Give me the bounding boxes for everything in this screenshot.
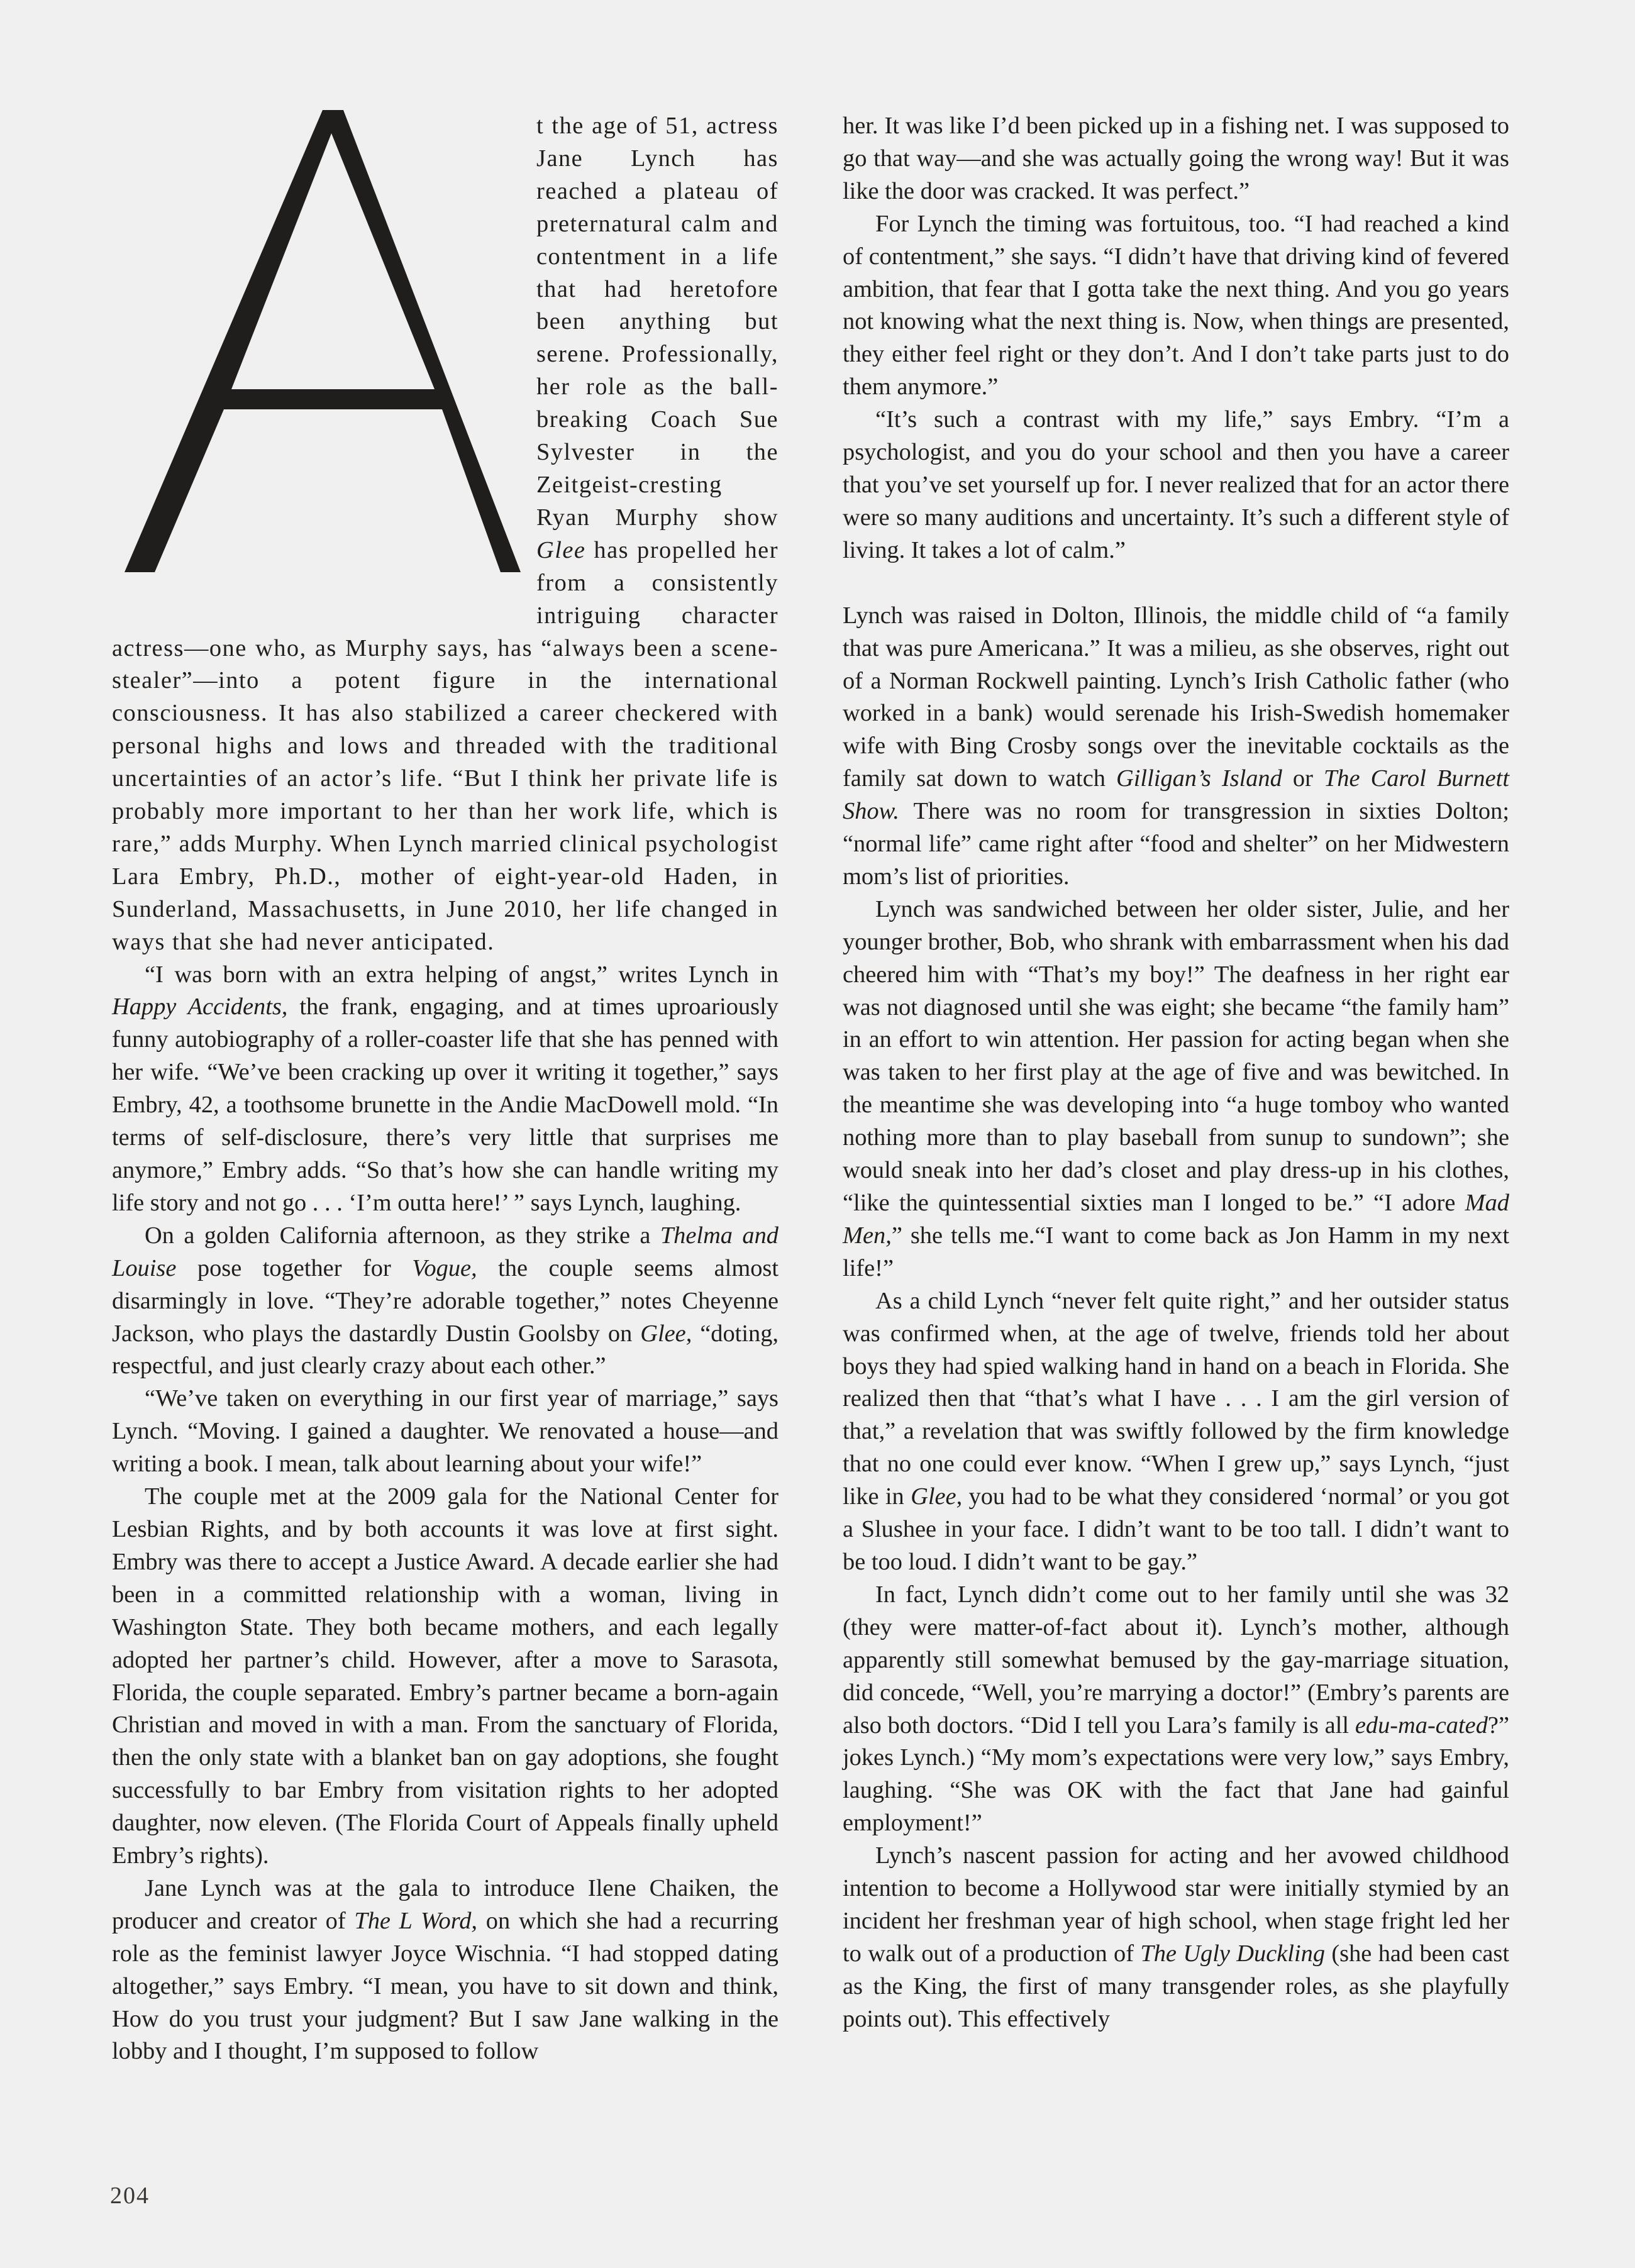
text-run: the frank, engaging, and at times uproariously funny autobiography of a roller-coaster life that she has penned with her wife. “We’ve been cracking up over it writing it together,” says Embry, 42, a toothsome brunette in the Andie MacDowell mold. “In terms of self-disclosure, there’s very little that surprises me anymore,” Embry adds. “So that’s how she can handle writing my life story and not go . . . ‘I’m outta here!’ ” says Lynch, laughing. [112, 993, 779, 1216]
text-run: Lynch was raised in Dolton, Illinois, the middle child of “a family that was pure Americana.” It was a milieu, as she observes, right out of a Norman Rockwell painting. Lynch’s Irish Catholic father (who worked in a bank) would serenade his Irish-Swedish homemaker wife with Bing Crosby songs over the inevitable cocktails as the family sat down to watch [843, 602, 1509, 792]
italic-title: Mad Men, [843, 1190, 1509, 1249]
right-column [843, 110, 1509, 2036]
paragraph [843, 1840, 1509, 2035]
text-run: ” she tells me.“I want to come back as Jon Hamm in my next life!” [843, 1222, 1509, 1281]
italic-title: Vogue, [412, 1254, 477, 1281]
paragraph [843, 1285, 1509, 1579]
paragraph: For Lynch the timing was fortuitous, too. “I had reached a kind of contentment,” she says. “I didn’t have that driving kind of fevered ambition, that fear that I gotta take the next thing. And you go years not knowing what the next thing is. Now, when things are presented, they either feel right or they don’t. And I don’t take parts just to do them anymore.” [843, 210, 1509, 401]
italic-title: Gilligan’s Island [1116, 765, 1282, 792]
paragraph [843, 893, 1509, 1285]
italic-title: Glee, [640, 1320, 692, 1347]
paragraph: “It’s such a contrast with my life,” says Embry. “I’m a psychologist, and you do your school and then you have a career that you’ve set yourself up for. I never realized that for an actor there were so many auditions and uncertainty. It’s such a different style of living. It takes a lot of calm.” [843, 406, 1509, 563]
text-run: In fact, Lynch didn’t come out to her family until she was 32 (they were matter-of-fact about it). Lynch’s mother, although apparently still somewhat bemused by the gay-marriage situation, did concede, “Well, you’re marrying a doctor!” (Embry’s parents are also both doctors. “Did I tell you Lara’s family is all [843, 1581, 1509, 1739]
text-run: As a child Lynch “never felt quite right,” and her outsider status was confirmed when, at the age of twelve, friends told her about boys they had spied walking hand in hand on a beach in Florida. She realized then that “that’s what I have . . . I am the girl version of that,” a revelation that was swiftly followed by the firm knowledge that no one could ever know. “When I grew up,” says Lynch, “just like in [843, 1287, 1509, 1510]
paragraph: “We’ve taken on everything in our first year of marriage,” says Lynch. “Moving. I gained a daughter. We renovated a house—and writing a book. I mean, talk about learning about your wife!” [112, 1385, 779, 1478]
paragraph: her. It was like I’d been picked up in a fishing net. I was supposed to go that way—and she was actually going the wrong way! But it was like the door was cracked. It was perfect.” [843, 113, 1509, 204]
text-run: the couple seems almost disarmingly in love. “They’re adorable together,” notes Cheyenne Jackson, who plays the dastardly Dustin Goolsby on [112, 1254, 779, 1347]
text-run: you had to be what they considered ‘normal’ or you got a Slushee in your face. I didn’t want to be too tall. I didn’t want to be too loud. I didn’t want to be gay.” [843, 1483, 1509, 1575]
page-number: 204 [110, 2182, 150, 2209]
text-run: On a golden California afternoon, as they strike a [145, 1222, 660, 1249]
italic-title: Glee [536, 536, 586, 563]
paragraph [112, 1220, 779, 1383]
text-run: Lynch was sandwiched between her older sister, Julie, and her younger brother, Bob, who shrank with embarrassment when his dad cheered him with “That’s my boy!” The deafness in her right ear was not diagnosed until she was eight; she became “the family ham” in an effort to win attention. Her passion for acting began when she was taken to her first play at the age of five and was bewitched. In the meantime she was developing into “a huge tomboy who wanted nothing more than to play baseball from sunup to sundown”; she would sneak into her dad’s closet and play dress-up in his clothes, “like the quintessential sixties man I longed to be.” “I adore [843, 895, 1509, 1216]
text-run: “I was born with an extra helping of angst,” writes Lynch in [145, 961, 779, 988]
text-run: Jane Lynch was at the gala to introduce Ilene Chaiken, the producer and creator of [112, 1874, 779, 1934]
text-run: “doting, respectful, and just clearly crazy about each other.” [112, 1320, 779, 1380]
text-run: (she had been cast as the King, the first of many transgender roles, as she playfully points out). This effectively [843, 1940, 1510, 2032]
text-run: pose together for [176, 1254, 413, 1281]
text-run: t the age of 51, actress Jane Lynch has reached a plateau of preternatural calm and contentment in a life that had heretofore been anything but serene. Professionally, her role as the ball-breaking Coach Sue Sylvester in the Zeitgeist-cresting Ryan Murphy show [536, 113, 779, 531]
italic-title: Happy Accidents, [112, 993, 288, 1021]
text-run: There was no room for transgression in sixties Dolton; “normal life” came right after “food and shelter” on her Midwestern mom’s list of priorities. [843, 798, 1509, 890]
text-run: Lynch’s nascent passion for acting and her avowed childhood intention to become a Hollywood star were initially stymied by an incident her freshman year of high school, when stage fright led her to walk out of a production of [843, 1842, 1509, 1967]
drop-cap-letter [112, 110, 536, 603]
italic-title: The Carol Burnett Show. [843, 765, 1509, 825]
italic-title: Thelma and Louise [112, 1222, 779, 1281]
paragraph [843, 1579, 1509, 1840]
left-column [112, 110, 779, 2068]
paragraph [112, 959, 779, 1220]
italic-title: Glee, [911, 1483, 963, 1510]
italic-title: The L Word, [354, 1907, 478, 1934]
text-run: or [1282, 765, 1324, 792]
paragraph [112, 1872, 779, 2068]
text-run: has propelled her from a consistently intriguing character actress—one who, as Murphy says, has “always been a scene-stealer”—into a potent figure in the international consciousness. It has also stabilized a career checkered with personal highs and lows and threaded with the traditional uncertainties of an actor’s life. “But I think her private life is probably more important to her than her work life, which is rare,” adds Murphy. When Lynch married clinical psychologist Lara Embry, Ph.D., mother of eight-year-old Haden, in Sunderland, Massachusetts, in June 2010, her life changed in ways that she had never anticipated. [112, 536, 779, 955]
paragraph: The couple met at the 2009 gala for the National Center for Lesbian Rights, and by both accounts it was love at first sight. Embry was there to accept a Justice Award. A decade earlier she had been in a committed relationship with a woman, living in Washington State. They both became mothers, and each legally adopted her partner’s child. However, after a move to Sarasota, Florida, the couple separated. Embry’s partner became a born-again Christian and moved in with a man. From the sanctuary of Florida, then the only state with a blanket ban on gay adoptions, she fought successfully to bar Embry from visitation rights to her adopted daughter, now eleven. (The Florida Court of Appeals finally upheld Embry’s rights). [112, 1483, 779, 1869]
paragraph [843, 600, 1509, 893]
italic-title: The Ugly Duckling [1140, 1940, 1326, 1967]
text-run: ?” jokes Lynch.) “My mom’s expectations were very low,” says Embry, laughing. “She was OK with the fact that Jane had gainful employment!” [843, 1712, 1509, 1837]
text-run: on which she had a recurring role as the feminist lawyer Joyce Wischnia. “I had stopped dating altogether,” says Embry. “I mean, you have to sit down and think, How do you trust your judgment? But I saw Jane walking in the lobby and I thought, I’m supposed to follow [112, 1907, 779, 2065]
paragraph [112, 110, 779, 959]
italic-word: edu-ma-cated [1355, 1712, 1488, 1739]
drop-cap-a [112, 110, 536, 603]
